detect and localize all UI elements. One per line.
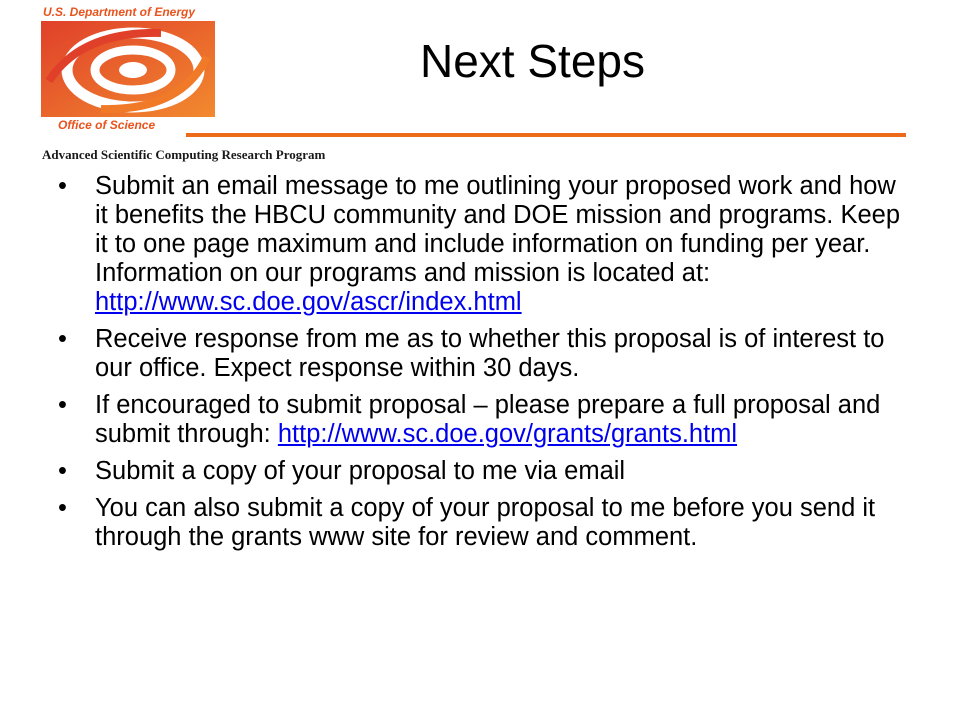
doe-logo-top-text: U.S. Department of Energy: [43, 5, 196, 19]
bullet-text: You can also submit a copy of your proposal to me before you send it through the grants www site for review and comment.: [95, 494, 876, 551]
bullet-item: [58, 391, 908, 449]
bullet-icon: •: [58, 457, 67, 485]
office-of-science-logo: [41, 21, 215, 117]
bullet-item: [58, 494, 908, 552]
ascr-link[interactable]: http://www.sc.doe.gov/ascr/index.html: [95, 288, 522, 316]
slide-title: Next Steps: [420, 35, 645, 87]
bullet-icon: •: [58, 494, 67, 522]
bullet-icon: •: [58, 325, 67, 353]
header-divider: [186, 133, 906, 137]
bullet-icon: •: [58, 172, 67, 200]
office-of-science-text: Office of Science: [58, 118, 156, 132]
bullet-item: [58, 457, 908, 486]
bullet-list: [58, 172, 908, 560]
bullet-item: [58, 325, 908, 383]
program-name: Advanced Scientific Computing Research Program: [42, 147, 326, 162]
bullet-text: Submit an email message to me outlining your proposed work and how it benefits the HBCU community and DOE mission and programs. Keep it to one page maximum and include information on funding per year. Information on our programs and mission is located at:: [95, 172, 901, 287]
bullet-text: Submit a copy of your proposal to me via email: [95, 457, 626, 485]
bullet-icon: •: [58, 391, 67, 419]
bullet-text: If encouraged to submit proposal – please prepare a full proposal and submit through:: [95, 391, 881, 448]
bullet-text: Receive response from me as to whether this proposal is of interest to our office. Expect response within 30 days.: [95, 325, 885, 382]
grants-link[interactable]: http://www.sc.doe.gov/grants/grants.html: [277, 420, 738, 448]
bullet-item: [58, 172, 908, 317]
